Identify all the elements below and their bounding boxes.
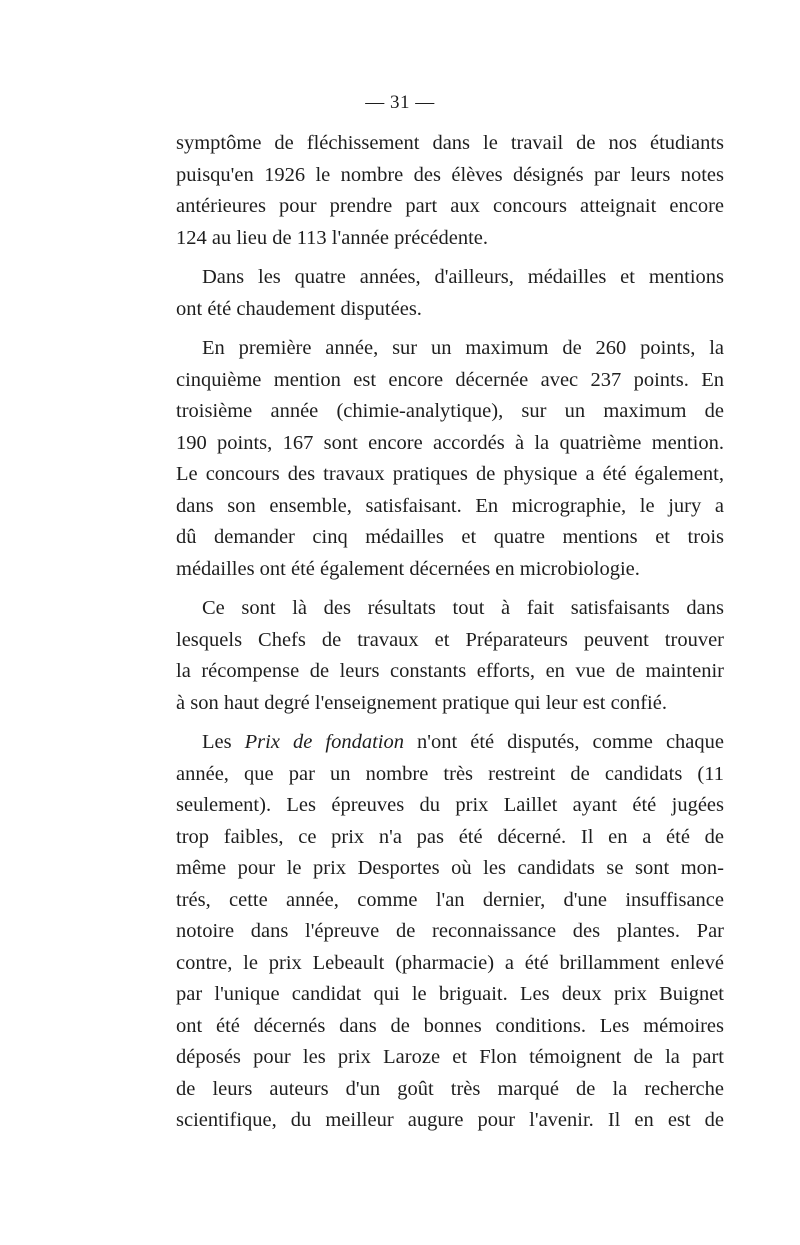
- text-line: troisième année (chimie-analytique), sur un maximum de: [176, 400, 724, 422]
- text-line: antérieures pour prendre part aux concours atteignait encore: [176, 195, 724, 217]
- text-line: Ce sont là des résultats tout à fait satisfaisants dans: [202, 597, 724, 619]
- paragraph-5: [176, 727, 724, 1137]
- text-line: année, que par un nombre très restreint de candidats (11: [176, 762, 724, 785]
- paragraph-4: [176, 593, 724, 719]
- text-line: Le concours des travaux pratiques de physique a été également,: [176, 463, 724, 485]
- text-line: ont été décernés dans de bonnes conditions. Les mémoires: [176, 1014, 724, 1037]
- paragraph-3: [176, 333, 724, 585]
- text-line: la récompense de leurs constants efforts, en vue de maintenir: [176, 660, 724, 682]
- text-line: trés, cette année, comme l'an dernier, d'une insuffisance: [176, 888, 724, 911]
- text-line: à son haut degré l'enseignement pratique qui leur est confié.: [176, 691, 667, 714]
- text-line: dans son ensemble, satisfaisant. En micrographie, le jury a: [176, 494, 724, 517]
- text-line: même pour le prix Desportes où les candidats se sont mon-: [176, 857, 724, 879]
- text-line: de leurs auteurs d'un goût très marqué de la recherche: [176, 1077, 724, 1100]
- text-line: scientifique, du meilleur augure pour l'avenir. Il en est de: [176, 1109, 724, 1131]
- text-line: puisqu'en 1926 le nombre des élèves désignés par leurs notes: [176, 163, 724, 186]
- text-line: seulement). Les épreuves du prix Laillet ayant été jugées: [176, 794, 724, 816]
- text-run: n'ont été disputés, comme chaque: [404, 731, 724, 753]
- body-text: [176, 128, 724, 1145]
- page-number: — 31 —: [365, 92, 435, 113]
- text-line: symptôme de fléchissement dans le travail de nos étudiants: [176, 132, 724, 154]
- text-line: ont été chaudement disputées.: [176, 297, 422, 320]
- text-line: 190 points, 167 sont encore accordés à la quatrième mention.: [176, 431, 724, 454]
- paragraph-1: [176, 128, 724, 254]
- paragraph-2: [176, 262, 724, 325]
- text-line: contre, le prix Lebeault (pharmacie) a été brillamment enlevé: [176, 951, 724, 974]
- italic-term: Prix de fondation: [244, 731, 404, 753]
- text-line: notoire dans l'épreuve de reconnaissance des plantes. Par: [176, 920, 724, 942]
- text-line: Dans les quatre années, d'ailleurs, médailles et mentions: [202, 266, 724, 288]
- text-line: En première année, sur un maximum de 260 points, la: [202, 337, 724, 359]
- text-line: par l'unique candidat qui le briguait. Les deux prix Buignet: [176, 983, 724, 1005]
- text-line: lesquels Chefs de travaux et Préparateurs peuvent trouver: [176, 628, 724, 651]
- text-line: dû demander cinq médailles et quatre mentions et trois: [176, 526, 724, 548]
- text-line: trop faibles, ce prix n'a pas été décerné. Il en a été de: [176, 825, 724, 848]
- text-line-with-italic: [176, 727, 724, 759]
- text-line: 124 au lieu de 113 l'année précédente.: [176, 226, 489, 249]
- text-line: déposés pour les prix Laroze et Flon témoignent de la part: [176, 1046, 724, 1068]
- text-run: Les: [202, 731, 245, 753]
- text-line: cinquième mention est encore décernée avec 237 points. En: [176, 368, 724, 391]
- text-line: médailles ont été également décernées en microbiologie.: [176, 557, 640, 580]
